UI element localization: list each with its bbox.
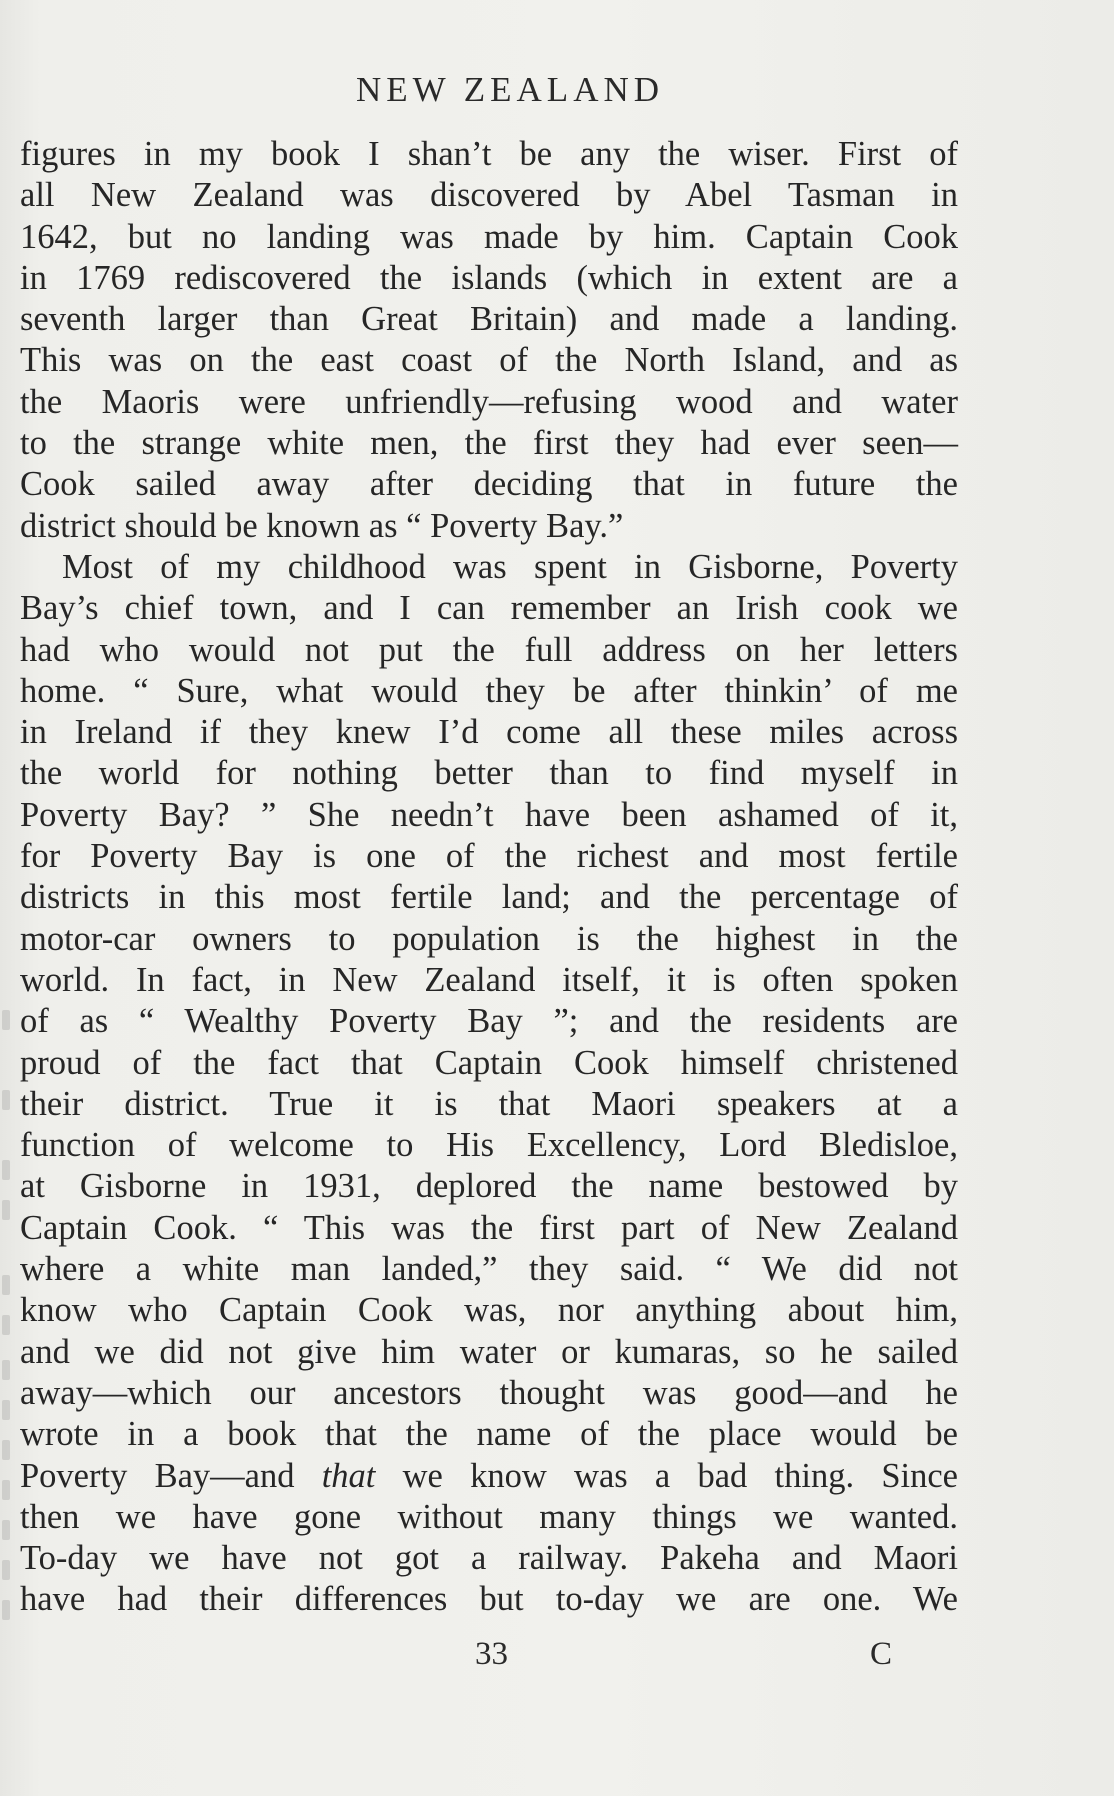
text-line: district should be known as “ Poverty Bay.”	[20, 506, 624, 545]
text-line: Most of my childhood was spent in Gisborne, Poverty	[62, 547, 958, 586]
text-line: world. In fact, in New Zealand itself, it is often spoken	[20, 960, 958, 999]
text-line: home. “ Sure, what would they be after thinkin’ of me	[20, 671, 958, 710]
text-line: then we have gone without many things we wanted.	[20, 1497, 958, 1536]
text-line: at Gisborne in 1931, deplored the name bestowed by	[20, 1167, 958, 1206]
text-line: away—which our ancestors thought was good—and he	[20, 1373, 958, 1412]
text-line: To-day we have not got a railway. Pakeha and Maori	[20, 1539, 958, 1578]
text-line: know who Captain Cook was, nor anything about him,	[20, 1291, 958, 1330]
text-line: the world for nothing better than to find myself in	[20, 754, 958, 793]
italic-emphasis: that	[321, 1456, 376, 1495]
text-line: all New Zealand was discovered by Abel Tasman in	[20, 176, 958, 215]
text-line: their district. True it is that Maori speakers at a	[20, 1084, 958, 1123]
text-line: where a white man landed,” they said. “ We did not	[20, 1250, 958, 1289]
text-line: had who would not put the full address on her letters	[20, 630, 958, 669]
text-line: to the strange white men, the first they had ever seen—	[20, 424, 958, 463]
text-line: in Ireland if they knew I’d come all these miles across	[20, 713, 958, 752]
text-line: proud of the fact that Captain Cook himself christened	[20, 1043, 958, 1082]
text-line: have had their differences but to-day we are one. We	[20, 1580, 958, 1619]
text-line: function of welcome to His Excellency, Lord Bledisloe,	[20, 1126, 958, 1165]
text-line: wrote in a book that the name of the place would be	[20, 1415, 958, 1454]
text-line: the Maoris were unfriendly—refusing wood and water	[20, 382, 958, 421]
text-line: Poverty Bay—and that we know was a bad thing. Since	[20, 1456, 958, 1495]
text-line: Captain Cook. “ This was the first part of New Zealand	[20, 1208, 958, 1247]
text-line: for Poverty Bay is one of the richest and most fertile	[20, 837, 958, 876]
signature-mark: C	[870, 1636, 893, 1672]
text-line: motor-car owners to population is the highest in the	[20, 919, 958, 958]
text-line: 1642, but no landing was made by him. Captain Cook	[20, 217, 958, 256]
body-text	[20, 134, 958, 1621]
page-edge-show-through	[0, 0, 14, 1796]
text-line: districts in this most fertile land; and the percentage of	[20, 878, 958, 917]
text-line: seventh larger than Great Britain) and made a landing.	[20, 300, 958, 339]
text-line: figures in my book I shan’t be any the wiser. First of	[20, 135, 958, 173]
text-line: Bay’s chief town, and I can remember an Irish cook we	[20, 589, 958, 628]
text-line: of as “ Wealthy Poverty Bay ”; and the residents are	[20, 1002, 958, 1041]
text-line: This was on the east coast of the North Island, and as	[20, 341, 958, 380]
text-line: Poverty Bay? ” She needn’t have been ashamed of it,	[20, 795, 958, 834]
running-head: NEW ZEALAND	[355, 70, 665, 109]
text-line: Cook sailed away after deciding that in future the	[20, 465, 958, 504]
text-line: and we did not give him water or kumaras, so he sailed	[20, 1332, 958, 1371]
text-line: in 1769 rediscovered the islands (which in extent are a	[20, 258, 958, 297]
page-number: 33	[475, 1636, 508, 1672]
